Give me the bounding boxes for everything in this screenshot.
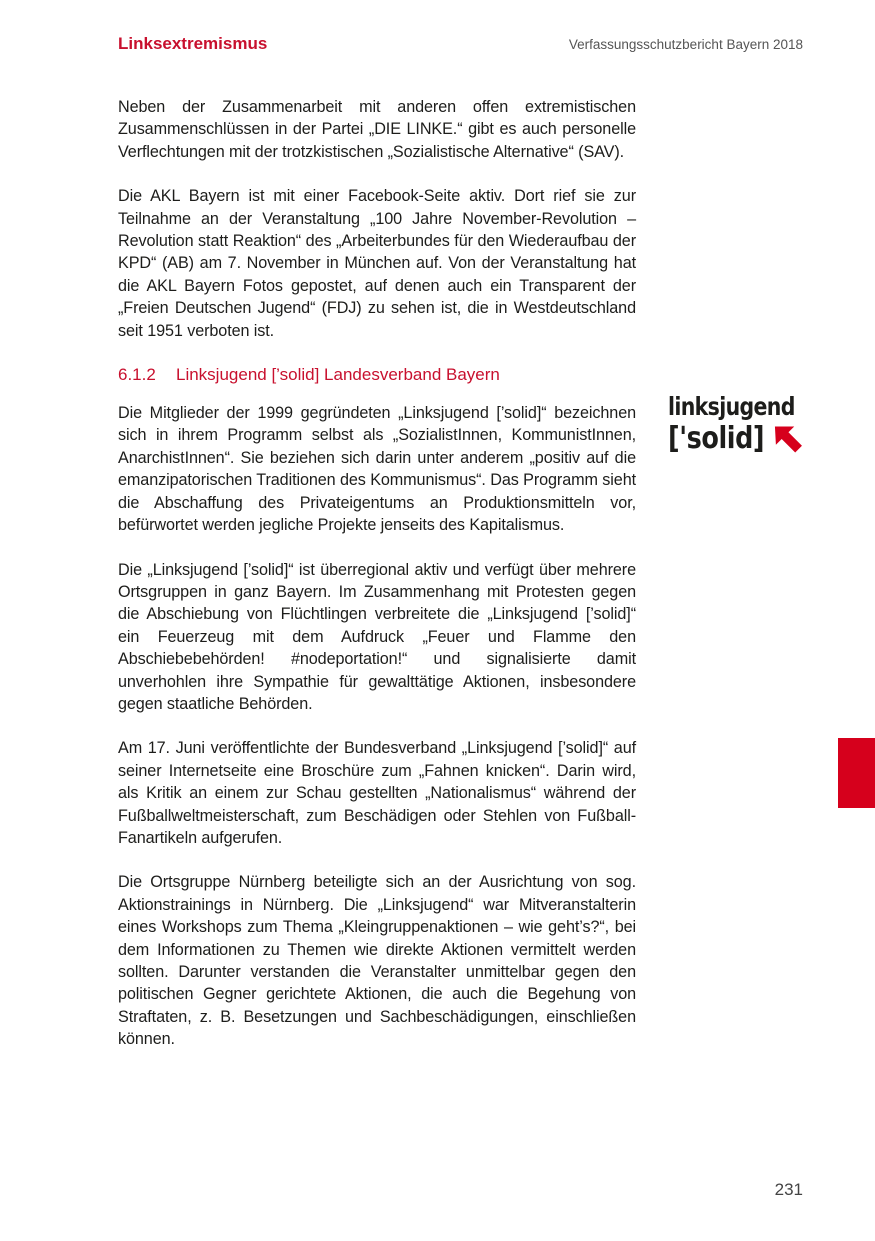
page-number: 231 (774, 1180, 803, 1199)
logo-line1: linksjugend (668, 392, 795, 421)
section-heading (118, 364, 636, 386)
running-header-title: Verfassungsschutzbericht Bayern 2018 (568, 37, 803, 52)
arrow-icon (773, 424, 804, 454)
chapter-tab-marker (838, 738, 875, 808)
main-content (118, 96, 636, 1073)
running-header-section: Linksextremismus (118, 34, 268, 53)
paragraph: Die AKL Bayern ist mit einer Facebook-Seite aktiv. Dort rief sie zur Teilnahme an der Veranstaltung „100 Jahre November-Revolution – Revolution statt Reaktion“ des „Arbeiterbundes für den Wiederaufbau der KPD“ (AB) am 7. November in München auf. Von der Veranstaltung hat die AKL Bayern Fotos gepostet, auf denen auch ein Transparent der „Freien Deutschen Jugend“ (FDJ) zu sehen ist, die in Westdeutschland seit 1951 verboten ist. (118, 187, 636, 340)
section-number: 6.1.2 (118, 365, 156, 385)
linksjugend-solid-logo (668, 392, 804, 456)
paragraph: Die „Linksjugend [’solid]“ ist überregional aktiv und verfügt über mehrere Ortsgruppen in ganz Bayern. Im Zusammenhang mit Protesten gegen die Abschiebung von Flüchtlingen verbreitete die „Linksjugend [’solid]“ ein Feuerzeug mit dem Aufdruck „Feuer und Flamme den Abschiebebehörden! #nodeportation!“ und signalisierte damit unverhohlen ihre Sympathie für gewalttätige Aktionen, insbesondere gegen staatliche Behörden. (118, 560, 636, 713)
paragraph: Am 17. Juni veröffentlichte der Bundesverband „Linksjugend [’solid]“ auf seiner Internetseite eine Broschüre zum „Fahnen knicken“. Darin wird, als Kritik an einem zur Schau gestellten „Nationalismus“ während der Fußballweltmeisterschaft, zum Beschädigen oder Stehlen von Fußball-Fanartikeln aufgerufen. (118, 739, 636, 847)
section-title: Linksjugend [’solid] Landesverband Bayern (176, 365, 500, 385)
paragraph: Neben der Zusammenarbeit mit anderen offen extremistischen Zusammenschlüssen in der Partei „DIE LINKE.“ gibt es auch personelle Verflechtungen mit der trotzkistischen „Sozialistische Alternative“ (SAV). (118, 98, 636, 161)
logo-line2-wrap (668, 422, 804, 456)
paragraph: Die Ortsgruppe Nürnberg beteiligte sich an der Ausrichtung von sog. Aktionstrainings in Nürnberg. Die „Linksjugend“ war Mitveranstalterin eines Workshops zum Thema „Kleingruppenaktionen – wie geht’s?“, bei dem Informationen zu Themen wie direkte Aktionen vermittelt werden sollten. Darunter verstanden die Veranstalter unmittelbar gegen den politischen Gegner gerichtete Aktionen, die auch die Begehung von Straftaten, z. B. Besetzungen und Sachbeschädigungen, einschließen können. (118, 873, 636, 1049)
paragraph: Die Mitglieder der 1999 gegründeten „Linksjugend [’solid]“ bezeichnen sich in ihrem Programm selbst als „SozialistInnen, KommunistInnen, AnarchistInnen“. Sie beziehen sich darin unter anderem „positiv auf die emanzipatorischen Traditionen des Kommunismus“. Das Programm sieht die Abschaffung des Privateigentums an Produktionsmitteln vor, befürwortet werden jegliche Projekte jenseits des Kapitalismus. (118, 404, 636, 535)
logo-line2: ['solid] (668, 421, 765, 456)
